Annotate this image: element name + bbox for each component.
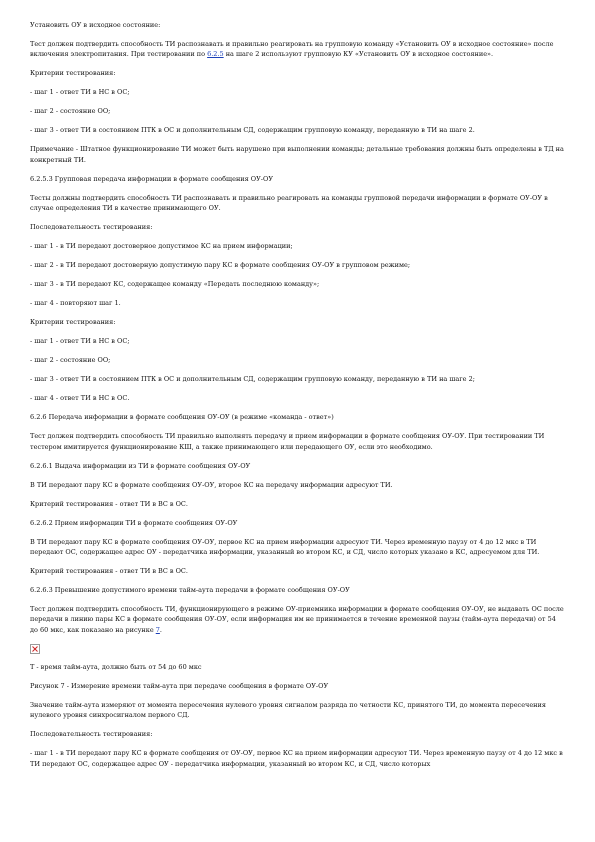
paragraph xyxy=(30,20,565,30)
paragraph xyxy=(30,604,565,635)
paragraph-text: Критерии тестирования: xyxy=(30,69,116,78)
paragraph-text: 6.2.6.2 Прием информации ТИ в формате сообщения ОУ-ОУ xyxy=(30,518,238,527)
document-body-bottom xyxy=(30,700,565,769)
reference-link[interactable]: 7 xyxy=(155,625,160,634)
document-body-top xyxy=(30,20,565,635)
paragraph-text: - шаг 2 - в ТИ передают достоверную допустимую пару КС в формате сообщения ОУ-ОУ в групповом режиме; xyxy=(30,261,411,270)
document-page xyxy=(30,20,565,778)
paragraph-text: - шаг 2 - состояние ОО; xyxy=(30,356,111,365)
paragraph-text: Тесты должны подтвердить способность ТИ распознавать и правильно реагировать на команды групповой передачи информации в формате ОУ-ОУ в случае определения ТИ в качестве принимающего ОУ. xyxy=(30,193,548,213)
paragraph-text: - шаг 4 - повторяют шаг 1. xyxy=(30,299,121,308)
paragraph xyxy=(30,537,565,558)
paragraph-text: Значение тайм-аута измеряют от момента пересечения нулевого уровня сигналом разряда по четности КС, принятого ТИ, до момента пересечения нулевого уровня синхросигналом первого СД. xyxy=(30,700,546,720)
paragraph-text: Примечание - Штатное функционирование ТИ может быть нарушено при выполнении команды; детальные требования должны быть определены в ТД на конкретный ТИ. xyxy=(30,145,564,164)
paragraph-text: - шаг 2 - состояние ОО; xyxy=(30,107,111,116)
paragraph xyxy=(30,317,565,327)
paragraph xyxy=(30,193,565,214)
paragraph-text: - шаг 3 - ответ ТИ в состоянием ПТК в ОС и дополнительным СД, содержащим групповую команду, переданную в ТИ на шаге 2. xyxy=(30,126,475,135)
broken-image-cross-icon xyxy=(32,646,38,652)
paragraph-text: Тест должен подтвердить способность ТИ, функционирующего в режиме ОУ-приемника информации в формате сообщения ОУ-ОУ, не выдавать ОС после передачи в линию пары КС в формате сообщения ОУ-ОУ, если информация им не принимается в течение временной паузы (тайм-аута передачи) от 54 до 60 мкс, как показано на рисунке xyxy=(30,605,564,634)
paragraph-text: Установить ОУ в исходное состояние: xyxy=(30,21,161,29)
paragraph xyxy=(30,87,565,97)
paragraph xyxy=(30,298,565,308)
paragraph xyxy=(30,393,565,403)
paragraph xyxy=(30,260,565,270)
paragraph-text: - шаг 3 - в ТИ передают КС, содержащее команду «Передать последнюю команду»; xyxy=(30,280,320,289)
paragraph-text: Последовательность тестирования: xyxy=(30,223,153,232)
paragraph-text: - шаг 1 - ответ ТИ в НС в ОС; xyxy=(30,88,130,97)
paragraph xyxy=(30,355,565,365)
reference-link[interactable]: 6.2.5 xyxy=(207,50,224,59)
paragraph-text-after-link: . xyxy=(159,625,162,634)
paragraph xyxy=(30,431,565,452)
paragraph xyxy=(30,68,565,78)
paragraph xyxy=(30,461,565,471)
paragraph xyxy=(30,700,565,721)
paragraph-text: Критерии тестирования: xyxy=(30,318,116,327)
paragraph-text: 6.2.6.1 Выдача информации из ТИ в формате сообщения ОУ-ОУ xyxy=(30,461,251,470)
paragraph-text: Критерий тестирования - ответ ТИ в ВС в ОС. xyxy=(30,499,188,508)
paragraph-text: 6.2.6.3 Превышение допустимого времени тайм-аута передачи в формате сообщения ОУ-ОУ xyxy=(30,586,350,595)
paragraph xyxy=(30,518,565,528)
paragraph-text: - шаг 1 - в ТИ передают достоверное допустимое КС на прием информации; xyxy=(30,242,293,251)
paragraph xyxy=(30,374,565,384)
paragraph xyxy=(30,125,565,135)
paragraph xyxy=(30,241,565,251)
paragraph xyxy=(30,748,565,769)
broken-image-icon xyxy=(30,644,40,654)
paragraph xyxy=(30,222,565,232)
paragraph xyxy=(30,106,565,116)
paragraph xyxy=(30,729,565,739)
paragraph-text-after-link: на шаге 2 используют групповую КУ «Установить ОУ в исходное состояние». xyxy=(223,50,494,59)
paragraph xyxy=(30,336,565,346)
figure-title: Рисунок 7 - Измерение времени тайм-аута при передаче сообщения в формате ОУ-ОУ xyxy=(30,681,329,690)
paragraph-text: Критерий тестирования - ответ ТИ в ВС в ОС. xyxy=(30,567,188,576)
paragraph-text: - шаг 1 - в ТИ передают пару КС в формате сообщения от ОУ-ОУ, первое КС на прием информации адресуют ТИ. Через временную паузу от 4 до 12 мкс в ТИ передают ОС, содержащее адрес ОУ - передатчика информации, указанный во втором КС, и СД, число которых xyxy=(30,749,563,768)
paragraph-text: - шаг 1 - ответ ТИ в НС в ОС; xyxy=(30,337,130,346)
figure-caption-line: Т - время тайм-аута, должно быть от 54 до 60 мкс xyxy=(30,662,202,671)
paragraph-text: Последовательность тестирования: xyxy=(30,730,153,739)
paragraph xyxy=(30,412,565,422)
paragraph xyxy=(30,480,565,490)
paragraph-text: Тест должен подтвердить способность ТИ правильно выполнять передачу и прием информации в формате сообщения ОУ-ОУ. При тестировании ТИ тестером имитируется функционирование КШ, а также принимающего или передающего ОУ, если это необходимо. xyxy=(30,432,545,451)
paragraph-text: 6.2.5.3 Групповая передача информации в формате сообщения ОУ-ОУ xyxy=(30,174,274,183)
paragraph xyxy=(30,174,565,184)
paragraph xyxy=(30,39,565,60)
paragraph-text: - шаг 3 - ответ ТИ в состоянием ПТК в ОС и дополнительным СД, содержащим групповую команду, переданную в ТИ на шаге 2; xyxy=(30,375,475,384)
paragraph-text: 6.2.6 Передача информации в формате сообщения ОУ-ОУ (в режиме «команда - ответ») xyxy=(30,413,334,422)
paragraph-text: - шаг 4 - ответ ТИ в НС в ОС. xyxy=(30,394,130,403)
paragraph xyxy=(30,144,565,165)
paragraph xyxy=(30,499,565,509)
paragraph-text: Тест должен подтвердить способность ТИ распознавать и правильно реагировать на групповую команду «Установить ОУ в исходное состояние» после включения электропитания. При тестировании по xyxy=(30,40,554,59)
paragraph xyxy=(30,566,565,576)
paragraph xyxy=(30,585,565,595)
paragraph-text: В ТИ передают пару КС в формате сообщения ОУ-ОУ, второе КС на передачу информации адресуют ТИ. xyxy=(30,480,393,489)
paragraph xyxy=(30,279,565,289)
paragraph-text: В ТИ передают пару КС в формате сообщения ОУ-ОУ, первое КС на прием информации адресуют ТИ. Через временную паузу от 4 до 12 мкс в ТИ передают ОС, содержащее адрес ОУ - передатчика информации, указанный во втором КС, и СД, число которых указано в КС, адресуемом для ТИ. xyxy=(30,537,540,557)
